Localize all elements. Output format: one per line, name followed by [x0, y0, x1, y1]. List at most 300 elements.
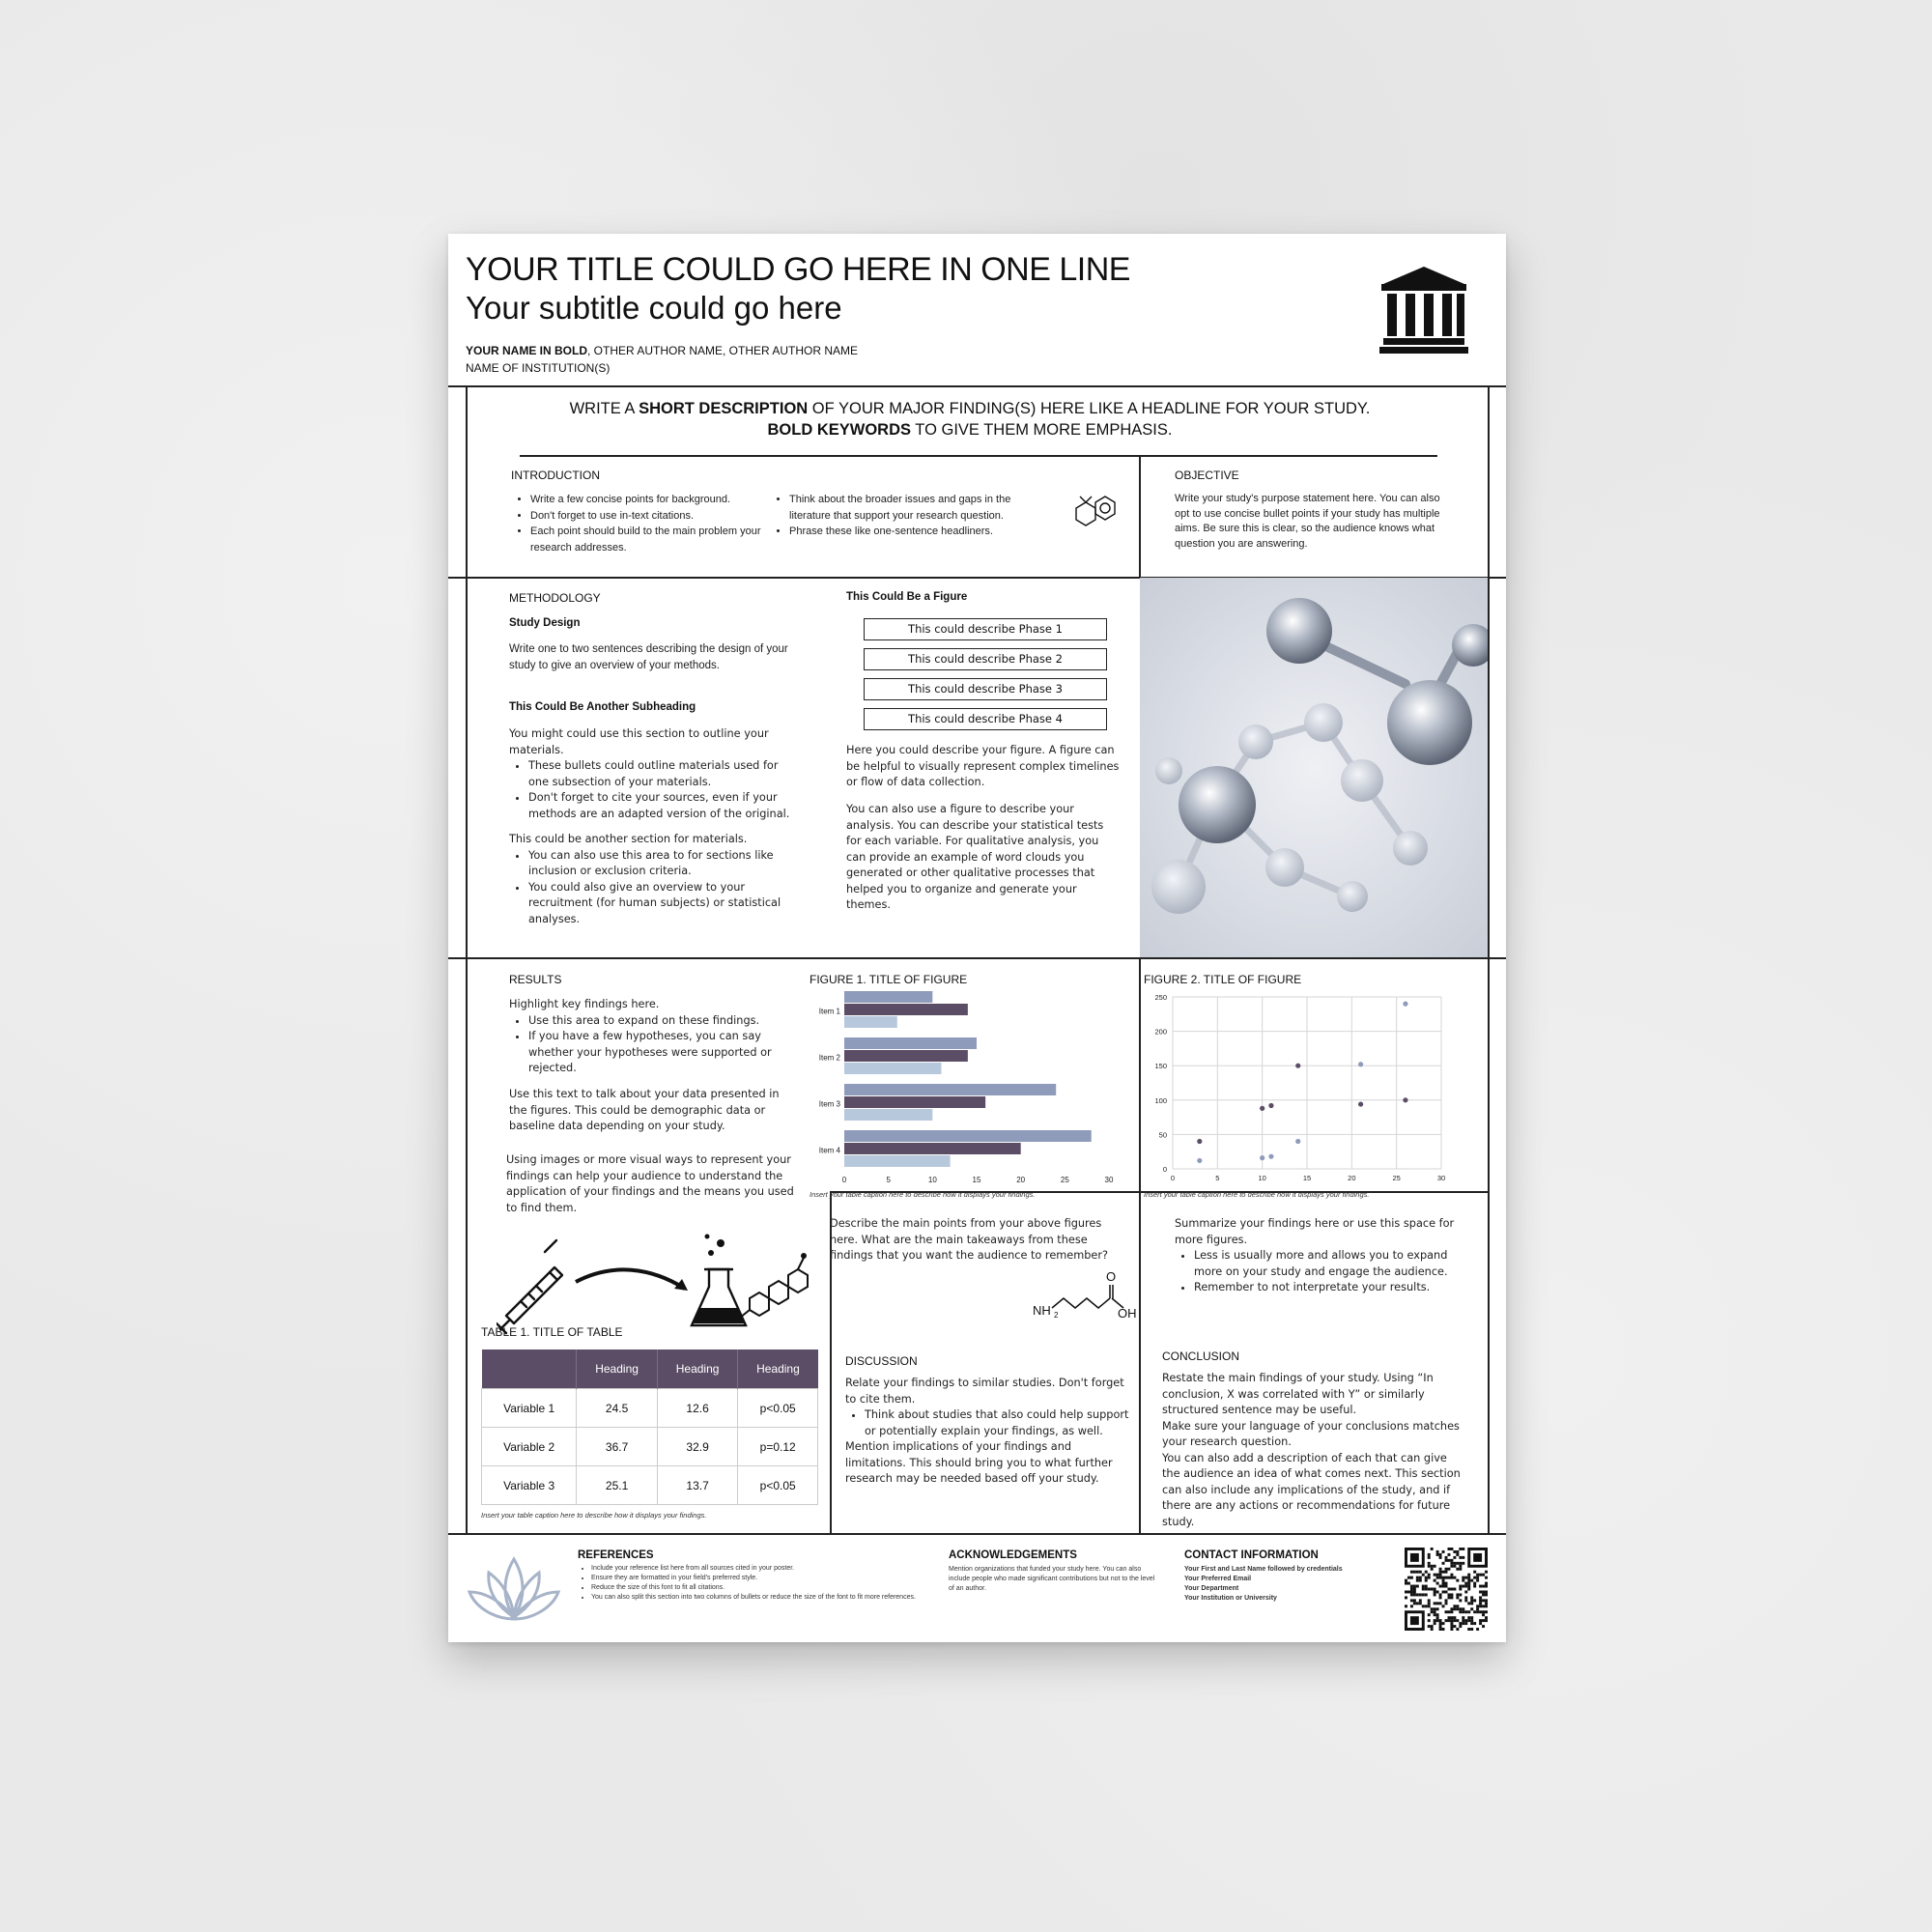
qr-module	[1436, 1613, 1439, 1616]
table-header: Heading	[738, 1350, 818, 1389]
qr-module	[1456, 1550, 1459, 1553]
qr-module	[1485, 1605, 1488, 1607]
discussion-text	[845, 1376, 1130, 1488]
qr-module	[1419, 1571, 1422, 1574]
qr-module	[1467, 1610, 1470, 1613]
figure2-scatter-chart	[1142, 987, 1461, 1180]
scatter-point	[1197, 1139, 1202, 1144]
conclusion-text	[1162, 1371, 1466, 1530]
qr-module	[1445, 1559, 1448, 1562]
list-item: • You could also give an overview to your recruitment (for human subjects) or statistical analyses.	[528, 880, 799, 928]
tick-label: 10	[1258, 1174, 1266, 1180]
qr-module	[1419, 1577, 1422, 1579]
qr-module	[1442, 1628, 1445, 1631]
qr-module	[1434, 1602, 1436, 1605]
qr-module	[1442, 1577, 1445, 1579]
table-title: TABLE 1. TITLE OF TABLE	[481, 1325, 623, 1339]
qr-module	[1447, 1596, 1450, 1599]
headline-bold: BOLD KEYWORDS	[767, 421, 911, 439]
qr-module	[1410, 1593, 1413, 1596]
qr-module	[1431, 1607, 1434, 1610]
qr-module	[1450, 1562, 1453, 1565]
qr-module	[1434, 1593, 1436, 1596]
qr-module	[1479, 1585, 1482, 1588]
qr-module	[1431, 1568, 1434, 1571]
qr-module	[1416, 1585, 1419, 1588]
table-cell: Variable 1	[482, 1389, 577, 1428]
paragraph: Mention implications of your findings and limitations. This should bring you to what further research may be needed based off your study.	[845, 1440, 1113, 1485]
qr-module	[1462, 1548, 1464, 1550]
qr-module	[1462, 1585, 1464, 1588]
qr-module	[1407, 1577, 1410, 1579]
qr-module	[1485, 1585, 1488, 1588]
qr-module	[1445, 1599, 1448, 1602]
qr-module	[1447, 1616, 1450, 1619]
qr-module	[1422, 1593, 1425, 1596]
qr-module	[1459, 1585, 1462, 1588]
list-item: • Phrase these like one-sentence headliners.	[789, 524, 1050, 540]
qr-module	[1445, 1602, 1448, 1605]
paragraph: You might could use this section to outline your materials.	[509, 727, 769, 756]
qr-module	[1462, 1616, 1464, 1619]
qr-module	[1436, 1577, 1439, 1579]
list-item: • These bullets could outline materials used for one subsection of your materials.	[528, 758, 799, 790]
contact-heading: CONTACT INFORMATION	[1184, 1549, 1319, 1561]
discussion-heading: DISCUSSION	[845, 1354, 918, 1368]
qr-module	[1450, 1622, 1453, 1625]
qr-module	[1439, 1571, 1442, 1574]
qr-module	[1485, 1610, 1488, 1613]
qr-module	[1447, 1553, 1450, 1556]
syringe-to-flask-icon	[497, 1229, 815, 1335]
chem-oh: OH	[1118, 1306, 1137, 1321]
qr-module	[1485, 1593, 1488, 1596]
qr-module	[1413, 1593, 1416, 1596]
qr-module	[1479, 1610, 1482, 1613]
scatter-point	[1358, 1062, 1363, 1066]
qr-module	[1405, 1605, 1407, 1607]
results-heading: RESULTS	[509, 973, 562, 986]
tick-label: 5	[886, 1176, 891, 1184]
qr-module	[1439, 1574, 1442, 1577]
paragraph: You can also add a description of each that can give the audience an idea of what comes next. This section can also include any implications of the study, and if there are any actions or recommendations for future study.	[1162, 1451, 1461, 1528]
qr-module	[1442, 1622, 1445, 1625]
qr-module	[1410, 1571, 1413, 1574]
qr-module	[1470, 1607, 1473, 1610]
list-item: • Write a few concise points for background.	[530, 492, 767, 508]
tick-label: 25	[1060, 1176, 1069, 1184]
qr-module	[1453, 1577, 1456, 1579]
divider	[1139, 455, 1141, 577]
tick-label: 25	[1392, 1174, 1401, 1180]
qr-module	[1405, 1582, 1407, 1585]
qr-module	[1456, 1596, 1459, 1599]
qr-module	[1467, 1585, 1470, 1588]
qr-module	[1439, 1596, 1442, 1599]
qr-module	[1428, 1605, 1431, 1607]
qr-module	[1422, 1574, 1425, 1577]
qr-module	[1434, 1565, 1436, 1568]
author-bold: YOUR NAME IN BOLD	[466, 344, 587, 357]
qr-module	[1453, 1565, 1456, 1568]
qr-module	[1407, 1590, 1410, 1593]
qr-module	[1445, 1582, 1448, 1585]
qr-module	[1476, 1607, 1479, 1610]
qr-module	[1467, 1602, 1470, 1605]
qr-module	[1431, 1565, 1434, 1568]
qr-module	[1428, 1613, 1431, 1616]
qr-module	[1456, 1593, 1459, 1596]
qr-module	[1459, 1556, 1462, 1559]
tick-label: 250	[1154, 993, 1167, 1002]
bar	[844, 1004, 968, 1015]
scatter-point	[1260, 1155, 1264, 1160]
figure-box-p1: Here you could describe your figure. A figure can be helpful to visually represent complex timelines or flow of data collection.	[846, 744, 1120, 788]
qr-module	[1482, 1610, 1485, 1613]
qr-module	[1442, 1585, 1445, 1588]
qr-module	[1485, 1619, 1488, 1622]
qr-module	[1439, 1568, 1442, 1571]
qr-module	[1482, 1599, 1485, 1602]
figure-box-p2: You can also use a figure to describe your analysis. You can describe your statistical tests for each variable. For qualitative analysis, you can provide an example of word clouds you generated or other qualitative processes that helped you to organize and generate your themes.	[846, 803, 1104, 911]
figure1-title: FIGURE 1. TITLE OF FIGURE	[810, 973, 968, 986]
qr-module	[1450, 1610, 1453, 1613]
qr-module	[1485, 1577, 1488, 1579]
list-item: • You can also split this section into two columns of bullets or reduce the size of the font to fit more references.	[591, 1593, 921, 1603]
qr-module	[1450, 1593, 1453, 1596]
qr-module	[1413, 1590, 1416, 1593]
qr-module	[1470, 1619, 1473, 1622]
qr-module	[1419, 1599, 1422, 1602]
qr-module	[1453, 1550, 1456, 1553]
qr-module	[1405, 1590, 1407, 1593]
tick-label: 100	[1154, 1095, 1167, 1105]
qr-module	[1479, 1574, 1482, 1577]
qr-module	[1439, 1556, 1442, 1559]
qr-module	[1453, 1619, 1456, 1622]
scatter-point	[1295, 1139, 1300, 1144]
tick-label: 20	[1016, 1176, 1026, 1184]
qr-module	[1436, 1590, 1439, 1593]
qr-module	[1447, 1619, 1450, 1622]
qr-module	[1470, 1602, 1473, 1605]
qr-module	[1473, 1599, 1476, 1602]
paragraph: Relate your findings to similar studies. Don't forget to cite them.	[845, 1377, 1124, 1406]
qr-module	[1470, 1628, 1473, 1631]
qr-module	[1485, 1616, 1488, 1619]
contact-info	[1184, 1565, 1387, 1604]
qr-module	[1425, 1571, 1428, 1574]
methodology-subheading: This Could Be Another Subheading	[509, 701, 696, 713]
tick-label: 50	[1158, 1130, 1167, 1140]
qr-module	[1464, 1610, 1467, 1613]
bar	[844, 1096, 985, 1108]
qr-module	[1445, 1568, 1448, 1571]
qr-module	[1439, 1625, 1442, 1628]
scatter-point	[1268, 1154, 1273, 1159]
results-text	[509, 997, 799, 1077]
qr-module	[1453, 1588, 1456, 1591]
qr-module	[1470, 1596, 1473, 1599]
methodology-subheading: Study Design	[509, 617, 581, 629]
qr-module	[1439, 1628, 1442, 1631]
qr-module	[1428, 1574, 1431, 1577]
results-p2: Use this text to talk about your data presented in the figures. This could be demographic data or baseline data depending on your study.	[509, 1088, 780, 1132]
divider	[1488, 385, 1490, 1533]
qr-module	[1439, 1585, 1442, 1588]
qr-module	[1445, 1590, 1448, 1593]
list-item: • Include your reference list here from all sources cited in your poster.	[591, 1564, 921, 1574]
qr-module	[1467, 1616, 1470, 1619]
qr-module	[1473, 1577, 1476, 1579]
qr-module	[1413, 1571, 1416, 1574]
divider	[448, 385, 1506, 387]
tick-label: 0	[841, 1176, 847, 1184]
qr-module	[1482, 1619, 1485, 1622]
lotus-logo-icon	[466, 1549, 562, 1627]
qr-module	[1476, 1610, 1479, 1613]
qr-module	[1459, 1607, 1462, 1610]
qr-module	[1450, 1548, 1453, 1550]
bar	[844, 1130, 1092, 1142]
qr-module	[1425, 1585, 1428, 1588]
qr-module	[1405, 1579, 1407, 1582]
tick-label: 200	[1154, 1027, 1167, 1037]
table-cell: 25.1	[577, 1466, 658, 1505]
poster-title: YOUR TITLE COULD GO HERE IN ONE LINE	[466, 251, 1130, 288]
qr-module	[1416, 1602, 1419, 1605]
qr-module	[1436, 1616, 1439, 1619]
qr-module	[1459, 1610, 1462, 1613]
table-cell: 12.6	[657, 1389, 738, 1428]
scatter-point	[1295, 1064, 1300, 1068]
scatter-point	[1260, 1106, 1264, 1111]
figure1-caption: Insert your table caption here to describe how it displays your findings.	[810, 1190, 1036, 1199]
table-cell: Variable 3	[482, 1466, 577, 1505]
qr-module	[1442, 1562, 1445, 1565]
qr-module	[1473, 1585, 1476, 1588]
qr-module	[1431, 1628, 1434, 1631]
qr-module	[1410, 1605, 1413, 1607]
bar	[844, 1143, 1021, 1154]
headline-text: OF YOUR MAJOR FINDING(S) HERE LIKE A HEADLINE FOR YOUR STUDY.	[808, 400, 1371, 417]
bar	[844, 1109, 932, 1121]
qr-module	[1453, 1607, 1456, 1610]
phase-box: This could describe Phase 3	[864, 678, 1107, 700]
qr-module	[1439, 1577, 1442, 1579]
qr-module	[1473, 1571, 1476, 1574]
divider	[520, 455, 1437, 457]
institution: NAME OF INSTITUTION(S)	[466, 361, 611, 375]
qr-module	[1407, 1582, 1410, 1585]
qr-module	[1413, 1599, 1416, 1602]
poster	[448, 234, 1506, 1642]
list-item: • Ensure they are formatted in your field's preferred style.	[591, 1574, 921, 1583]
qr-module	[1436, 1553, 1439, 1556]
qr-module	[1419, 1593, 1422, 1596]
qr-module	[1462, 1610, 1464, 1613]
qr-module	[1464, 1577, 1467, 1579]
qr-module	[1476, 1577, 1479, 1579]
qr-module	[1464, 1582, 1467, 1585]
qr-module	[1453, 1562, 1456, 1565]
scatter-point	[1268, 1103, 1273, 1108]
qr-module	[1410, 1588, 1413, 1591]
qr-module	[1479, 1622, 1482, 1625]
table-cell: 36.7	[577, 1428, 658, 1466]
qr-module	[1482, 1593, 1485, 1596]
qr-module	[1439, 1593, 1442, 1596]
table-row	[482, 1466, 818, 1505]
describe-text: Describe the main points from your above figures here. What are the main takeaways from these findings that you want the audience to remember?	[830, 1217, 1108, 1262]
qr-code-icon[interactable]	[1405, 1548, 1488, 1631]
headline-text: WRITE A	[569, 400, 639, 417]
qr-module	[1445, 1556, 1448, 1559]
qr-module	[1479, 1619, 1482, 1622]
qr-module	[1434, 1588, 1436, 1591]
qr-module	[1425, 1577, 1428, 1579]
qr-module	[1470, 1616, 1473, 1619]
qr-module	[1431, 1610, 1434, 1613]
qr-module	[1470, 1622, 1473, 1625]
phase-box: This could describe Phase 4	[864, 708, 1107, 730]
qr-module	[1442, 1571, 1445, 1574]
qr-module	[1416, 1593, 1419, 1596]
headline-bold: SHORT DESCRIPTION	[639, 400, 809, 417]
qr-module	[1425, 1593, 1428, 1596]
qr-module	[1445, 1585, 1448, 1588]
qr-module	[1434, 1574, 1436, 1577]
qr-module	[1450, 1565, 1453, 1568]
qr-module	[1447, 1588, 1450, 1591]
table-cell: 24.5	[577, 1389, 658, 1428]
methodology-p1: Write one to two sentences describing the design of your study to give an overview of your methods.	[509, 643, 788, 671]
qr-module	[1462, 1622, 1464, 1625]
qr-module	[1485, 1582, 1488, 1585]
qr-module	[1479, 1605, 1482, 1607]
qr-module	[1442, 1579, 1445, 1582]
qr-module	[1422, 1588, 1425, 1591]
qr-module	[1470, 1579, 1473, 1582]
results-p3: Using images or more visual ways to represent your findings can help your audience to understand the application of your findings and the means you used to find them.	[506, 1153, 794, 1214]
list-item: • Use this area to expand on these findings.	[528, 1013, 799, 1030]
qr-module	[1428, 1565, 1431, 1568]
qr-module	[1416, 1577, 1419, 1579]
qr-module	[1470, 1599, 1473, 1602]
bar	[844, 1155, 951, 1167]
qr-module	[1456, 1628, 1459, 1631]
qr-module	[1453, 1605, 1456, 1607]
chem-sub: 2	[1054, 1311, 1059, 1320]
introduction-col1	[511, 492, 767, 555]
qr-module	[1425, 1579, 1428, 1582]
qr-module	[1456, 1553, 1459, 1556]
tick-label: 5	[1215, 1174, 1220, 1180]
list-item: • You can also use this area to for sections like inclusion or exclusion criteria.	[528, 848, 799, 880]
qr-module	[1419, 1602, 1422, 1605]
qr-module	[1428, 1588, 1431, 1591]
bar	[844, 1063, 941, 1074]
qr-module	[1413, 1585, 1416, 1588]
methodology-materials	[509, 726, 799, 927]
qr-module	[1459, 1625, 1462, 1628]
qr-module	[1482, 1574, 1485, 1577]
qr-module	[1476, 1574, 1479, 1577]
qr-finder	[1410, 1553, 1419, 1562]
qr-module	[1450, 1625, 1453, 1628]
qr-module	[1462, 1619, 1464, 1622]
contact-line: Your First and Last Name followed by credentials	[1184, 1566, 1343, 1573]
qr-module	[1410, 1590, 1413, 1593]
qr-module	[1450, 1577, 1453, 1579]
qr-module	[1479, 1599, 1482, 1602]
qr-module	[1410, 1599, 1413, 1602]
molecule-icon	[1066, 491, 1124, 535]
qr-module	[1413, 1602, 1416, 1605]
tick-label: 30	[1436, 1174, 1446, 1180]
references-list	[578, 1564, 921, 1603]
table-cell: p=0.12	[738, 1428, 818, 1466]
methodology-heading: METHODOLOGY	[509, 591, 601, 605]
qr-module	[1462, 1556, 1464, 1559]
qr-module	[1428, 1625, 1431, 1628]
qr-module	[1462, 1607, 1464, 1610]
qr-module	[1436, 1574, 1439, 1577]
contact-line: Your Department	[1184, 1585, 1239, 1592]
qr-module	[1436, 1602, 1439, 1605]
list-item: • Think about the broader issues and gaps in the literature that support your research question.	[789, 492, 1050, 524]
list-item: • Reduce the size of this font to fit all citations.	[591, 1583, 921, 1593]
table-cell: 32.9	[657, 1428, 738, 1466]
summary-text	[1175, 1216, 1464, 1296]
qr-module	[1464, 1599, 1467, 1602]
qr-module	[1476, 1605, 1479, 1607]
table-header	[482, 1350, 577, 1389]
list-item: • Think about studies that also could help support or potentially explain your findings, as well.	[865, 1407, 1130, 1439]
qr-module	[1456, 1605, 1459, 1607]
acknowledgements-text: Mention organizations that funded your study here. You can also include people who made significant contributions but not to the level of an author.	[949, 1566, 1155, 1592]
bar	[844, 1016, 897, 1028]
table-cell: Variable 2	[482, 1428, 577, 1466]
paragraph: Make sure your language of your conclusions matches your research question.	[1162, 1419, 1460, 1448]
qr-module	[1436, 1619, 1439, 1622]
tick-label: 0	[1162, 1165, 1167, 1174]
qr-module	[1459, 1565, 1462, 1568]
qr-module	[1467, 1628, 1470, 1631]
scatter-point	[1358, 1101, 1363, 1106]
qr-module	[1431, 1625, 1434, 1628]
qr-module	[1467, 1574, 1470, 1577]
bar	[844, 1037, 977, 1049]
qr-module	[1450, 1559, 1453, 1562]
qr-module	[1464, 1619, 1467, 1622]
qr-module	[1447, 1548, 1450, 1550]
objective-text: Write your study's purpose statement here. You can also opt to use concise bullet points if your study has multiple aims. Be sure this is clear, so the audience knows what question you are answering.	[1175, 493, 1440, 550]
table-row	[482, 1428, 818, 1466]
qr-module	[1450, 1607, 1453, 1610]
qr-module	[1473, 1610, 1476, 1613]
divider	[466, 385, 468, 1533]
poster-subtitle: Your subtitle could go here	[466, 290, 842, 326]
qr-module	[1439, 1619, 1442, 1622]
qr-module	[1479, 1590, 1482, 1593]
contact-line: Your Institution or University	[1184, 1595, 1277, 1602]
qr-module	[1450, 1588, 1453, 1591]
list-item: • Don't forget to use in-text citations.	[530, 508, 767, 525]
qr-module	[1442, 1590, 1445, 1593]
qr-module	[1456, 1607, 1459, 1610]
institution-building-icon	[1378, 263, 1470, 355]
